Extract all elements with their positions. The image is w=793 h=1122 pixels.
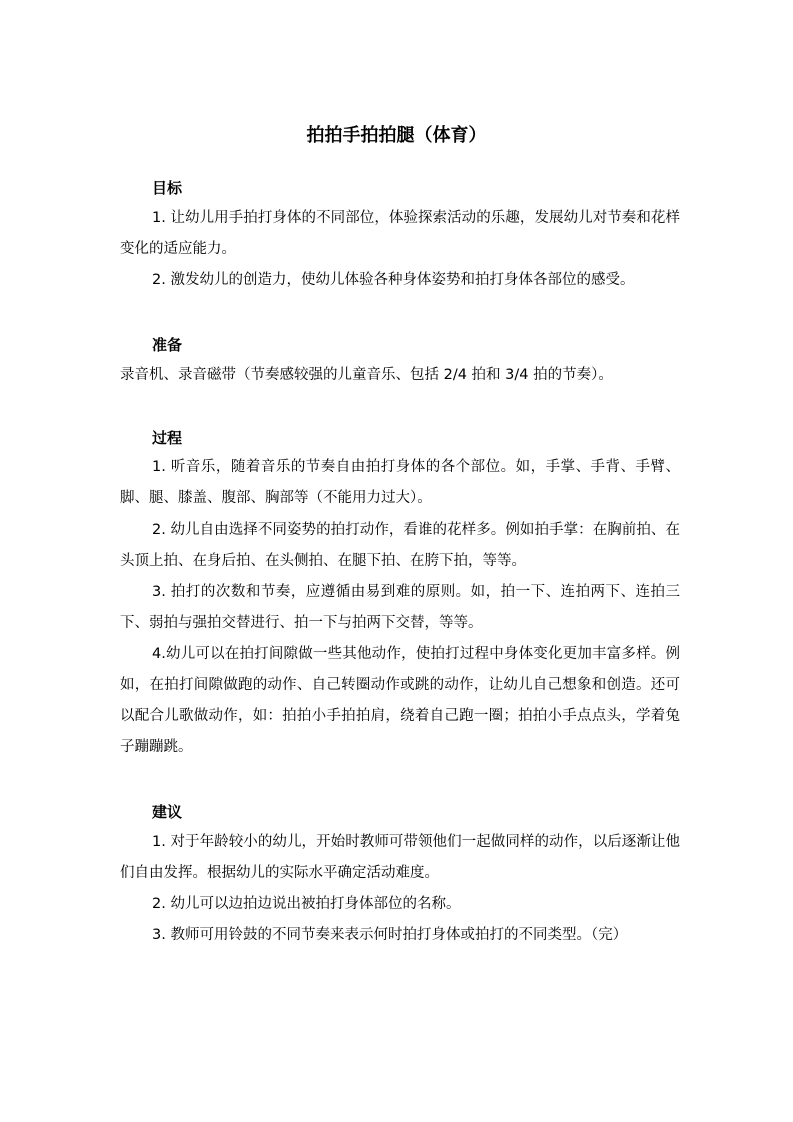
process-paragraph-2: 2. 幼儿自由选择不同姿势的拍打动作，看谁的花样多。例如拍手掌：在胸前拍、在头顶上拍、在身后拍、在头侧拍、在腿下拍、在胯下拍，等等。 [120, 522, 680, 569]
process-paragraph-1: 1. 听音乐，随着音乐的节奏自由拍打身体的各个部位。如，手掌、手背、手臂、脚、腿、膝盖、腹部、胸部等（不能用力过大）。 [120, 459, 680, 506]
section-heading-suggestions: 建议 [152, 803, 183, 821]
section-heading-process: 过程 [152, 429, 183, 447]
process-paragraph-3: 3. 拍打的次数和节奏，应遵循由易到难的原则。如，拍一下、连拍两下、连拍三下、弱拍与强拍交替进行、拍一下与拍两下交替，等等。 [120, 584, 680, 631]
suggestion-paragraph-2: 2. 幼儿可以边拍边说出被拍打身体部位的名称。 [152, 896, 461, 912]
process-paragraph-4: 4.幼儿可以在拍打间隙做一些其他动作，使拍打过程中身体变化更加丰富多样。例如，在拍打间隙做跑的动作、自己转圈动作或跳的动作，让幼儿自己想象和创造。还可以配合儿歌做动作，如：拍拍小手拍拍肩，绕着自己跑一圈；拍拍小手点点头，学着兔子蹦蹦跳。 [120, 646, 680, 755]
suggestion-paragraph-3: 3. 教师可用铃鼓的不同节奏来表示何时拍打身体或拍打的不同类型。（完） [152, 927, 628, 943]
suggestion-paragraph-1: 1. 对于年龄较小的幼儿，开始时教师可带领他们一起做同样的动作，以后逐渐让他们自由发挥。根据幼儿的实际水平确定活动难度。 [120, 834, 680, 881]
section-heading-goal: 目标 [152, 179, 183, 197]
goal-paragraph-2: 2. 激发幼儿的创造力，使幼儿体验各种身体姿势和拍打身体各部位的感受。 [152, 272, 635, 288]
document-title: 拍拍手拍拍腿（体育） [306, 125, 487, 146]
goal-paragraph-1: 1. 让幼儿用手拍打身体的不同部位，体验探索活动的乐趣，发展幼儿对节奏和花样变化的适应能力。 [120, 210, 680, 257]
section-heading-preparation: 准备 [152, 336, 183, 354]
preparation-paragraph: 录音机、录音磁带（节奏感较强的儿童音乐、包括 2/4 拍和 3/4 拍的节奏）。 [120, 367, 613, 383]
